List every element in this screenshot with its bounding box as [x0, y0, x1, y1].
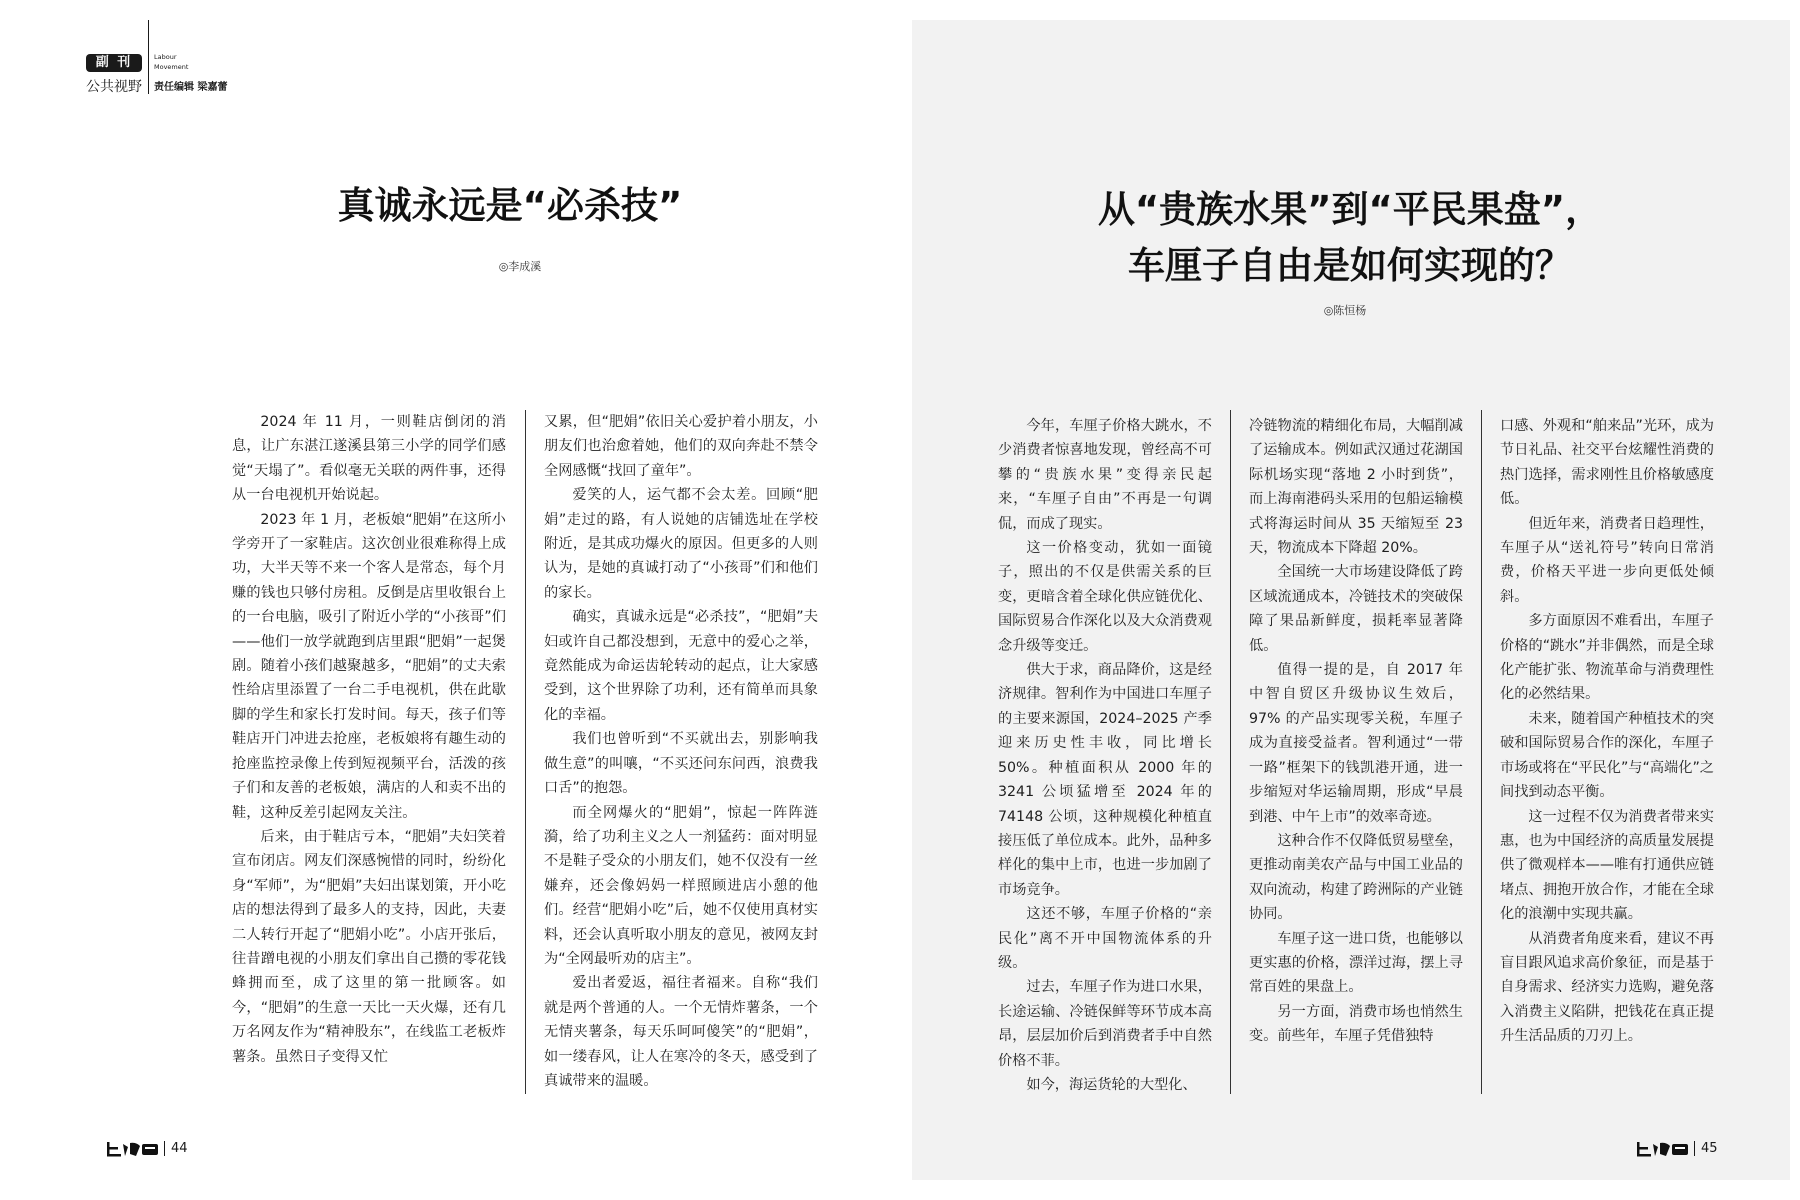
paragraph: 值得一提的是，自 2017 年中智自贸区升级协议生效后，97% 的产品实现零关税，车厘子成为直接受益者。智利通过“一带一路”框架下的钱凯港开通，进一步缩短对华运输周期，形成“早晨到港、中午上市”的效率奇迹。 — [1249, 662, 1463, 825]
paragraph: 这一价格变动，犹如一面镜子，照出的不仅是供需关系的巨变，更暗含着全球化供应链优化、国际贸易合作深化以及大众消费观念升级等变迁。 — [998, 540, 1212, 654]
right-article-author: ◎陈恒杨 — [1323, 304, 1367, 317]
magazine-logo-icon — [106, 1138, 160, 1158]
header-english — [154, 52, 188, 72]
section-name: 公共视野 — [86, 79, 142, 95]
page-number: 44 — [171, 1140, 188, 1156]
left-article-column-1 — [232, 410, 506, 1069]
left-page-footer — [106, 1137, 188, 1159]
section-badge: 副 刊 — [86, 54, 142, 72]
header-english-line: Labour — [154, 53, 177, 61]
paragraph: 这还不够，车厘子价格的“亲民化”离不开中国物流体系的升级。 — [998, 906, 1212, 971]
paragraph: 爱笑的人，运气都不会太差。回顾“肥娟”走过的路，有人说她的店铺选址在学校附近，是其成功爆火的原因。但更多的人则认为，是她的真诚打动了“小孩哥”们和他们的家长。 — [544, 487, 818, 601]
column-divider — [525, 410, 526, 1094]
paragraph: 后来，由于鞋店亏本，“肥娟”夫妇笑着宣布闭店。网友们深感惋惜的同时，纷纷化身“军师”，为“肥娟”夫妇出谋划策，开小吃店的想法得到了最多人的支持，因此，夫妻二人转行开起了“肥娟小吃”。小店开张后，往昔蹭电视的小朋友们拿出自己攒的零花钱蜂拥而至，成了这里的第一批顾客。如今，“肥娟”的生意一天比一天火爆，还有几万名网友作为“精神股东”，在线监工老板炸薯条。虽然日子变得又忙 — [232, 828, 506, 1065]
paragraph: 这一过程不仅为消费者带来实惠，也为中国经济的高质量发展提供了微观样本——唯有打通供应链堵点、拥抱开放合作，才能在全球化的浪潮中实现共赢。 — [1500, 808, 1714, 923]
paragraph: 我们也曾听到“不买就出去，别影响我做生意”的叫嚷，“不买还问东问西，浪费我口舌”的抱怨。 — [544, 731, 818, 797]
right-article-title — [1040, 182, 1660, 294]
paragraph: 这种合作不仅降低贸易壁垒，更推动南美农产品与中国工业品的双向流动，构建了跨洲际的产业链协同。 — [1249, 832, 1463, 923]
right-article-column-3 — [1500, 414, 1714, 1049]
paragraph: 全国统一大市场建设降低了跨区域流通成本，冷链技术的突破保障了果品新鲜度，损耗率显著降低。 — [1249, 564, 1463, 654]
header-divider — [148, 20, 149, 94]
paragraph: 2023 年 1 月，老板娘“肥娟”在这所小学旁开了一家鞋店。这次创业很难称得上成功，大半天等不来一个客人是常态，每个月赚的钱也只够付房租。反倒是店里收银台上的一台电脑，吸引了附近小学的“小孩哥”们——他们一放学就跑到店里跟“肥娟”一起煲剧。随着小孩们越聚越多，“肥娟”的丈夫索性给店里添置了一台二手电视机，供在此歇脚的学生和家长打发时间。每天，孩子们等鞋店开门冲进去抢座，老板娘将有趣生动的抢座监控录像上传到短视频平台，活泼的孩子们和友善的老板娘，满店的人和卖不出的鞋，这种反差引起网友关注。 — [232, 511, 506, 821]
paragraph: 但近年来，消费者日趋理性，车厘子从“送礼符号”转向日常消费，价格天平进一步向更低处倾斜。 — [1500, 515, 1714, 605]
column-divider — [1230, 410, 1231, 1094]
right-article-title-line: 从“贵族水果”到“平民果盘”， — [1097, 188, 1603, 231]
page-number: 45 — [1701, 1140, 1718, 1156]
left-article-column-2 — [544, 410, 818, 1093]
paragraph: 另一方面，消费市场也悄然生变。前些年，车厘子凭借独特 — [1249, 1003, 1463, 1045]
paragraph: 供大于求，商品降价，这是经济规律。智利作为中国进口车厘子的主要来源国，2024–2025 产季迎来历史性丰收，同比增长 50%。种植面积从 2000 年的 3241 公顷猛增至 2024 年的 74148 公顷，这种规模化种植直接压低了单位成本。此外，品种多样化的集中上市，也进一步加剧了市场竞争。 — [998, 662, 1212, 898]
left-article-author: ◎李成溪 — [498, 260, 542, 273]
paragraph: 爱出者爱返，福往者福来。自称“我们就是两个普通的人。一个无情炸薯条，一个无情夹薯条，每天乐呵呵傻笑”的“肥娟”，如一缕春风，让人在寒冷的冬天，感受到了真诚带来的温暖。 — [544, 975, 818, 1089]
right-article-column-2 — [1249, 414, 1463, 1049]
paragraph: 冷链物流的精细化布局，大幅削减了运输成本。例如武汉通过花湖国际机场实现“落地 2 小时到货”，而上海南港码头采用的包船运输模式将海运时间从 35 天缩短至 23 天，物流成本下降超 20%。 — [1249, 418, 1463, 557]
paragraph: 如今，海运货轮的大型化、 — [1026, 1076, 1197, 1093]
paragraph: 2024 年 11 月，一则鞋店倒闭的消息，让广东湛江遂溪县第三小学的同学们感觉“天塌了”。看似毫无关联的两件事，还得从一台电视机开始说起。 — [232, 414, 506, 504]
left-article-title: 真诚永远是“必杀技” — [337, 184, 683, 227]
footer-divider — [1694, 1141, 1695, 1156]
column-divider — [1481, 410, 1482, 1094]
right-article-column-1 — [998, 414, 1212, 1097]
paragraph: 车厘子这一进口货，也能够以更实惠的价格，漂洋过海，摆上寻常百姓的果盘上。 — [1249, 930, 1463, 996]
editor-credit: 责任编辑 梁嘉蕾 — [154, 82, 228, 93]
right-page-footer — [1636, 1137, 1718, 1159]
paragraph: 又累，但“肥娟”依旧关心爱护着小朋友，小朋友们也治愈着她，他们的双向奔赴不禁令全网感慨“找回了童年”。 — [544, 414, 818, 479]
footer-divider — [164, 1141, 165, 1156]
section-header — [86, 20, 286, 95]
paragraph: 而全网爆火的“肥娟”，惊起一阵阵涟漪，给了功利主义之人一剂猛药：面对明显不是鞋子受众的小朋友们，她不仅没有一丝嫌弃，还会像妈妈一样照顾进店小憩的他们。经营“肥娟小吃”后，她不仅使用真材实料，还会认真听取小朋友的意见，被网友封为“全网最听劝的店主”。 — [544, 804, 818, 967]
magazine-logo-icon — [1636, 1138, 1690, 1158]
paragraph: 过去，车厘子作为进口水果，长途运输、冷链保鲜等环节成本高昂，层层加价后到消费者手中自然价格不菲。 — [998, 979, 1212, 1069]
paragraph: 确实，真诚永远是“必杀技”，“肥娟”夫妇或许自己都没想到，无意中的爱心之举，竟然能成为命运齿轮转动的起点，让大家感受到，这个世界除了功利，还有简单而具象化的幸福。 — [544, 609, 818, 723]
paragraph: 口感、外观和“舶来品”光环，成为节日礼品、社交平台炫耀性消费的热门选择，需求刚性且价格敏感度低。 — [1500, 418, 1714, 508]
paragraph: 未来，随着国产种植技术的突破和国际贸易合作的深化，车厘子市场或将在“平民化”与“高端化”之间找到动态平衡。 — [1500, 710, 1714, 801]
right-article-title-line: 车厘子自由是如何实现的？ — [1128, 244, 1572, 287]
paragraph: 今年，车厘子价格大跳水，不少消费者惊喜地发现，曾经高不可攀的“贵族水果”变得亲民起来，“车厘子自由”不再是一句调侃，而成了现实。 — [998, 418, 1212, 532]
header-english-line: Movement — [154, 63, 189, 71]
paragraph: 从消费者角度来看，建议不再盲目跟风追求高价象征，而是基于自身需求、经济实力选购，避免落入消费主义陷阱，把钱花在真正提升生活品质的刀刃上。 — [1500, 930, 1714, 1045]
paragraph: 多方面原因不难看出，车厘子价格的“跳水”并非偶然，而是全球化产能扩张、物流革命与消费理性化的必然结果。 — [1500, 613, 1714, 703]
